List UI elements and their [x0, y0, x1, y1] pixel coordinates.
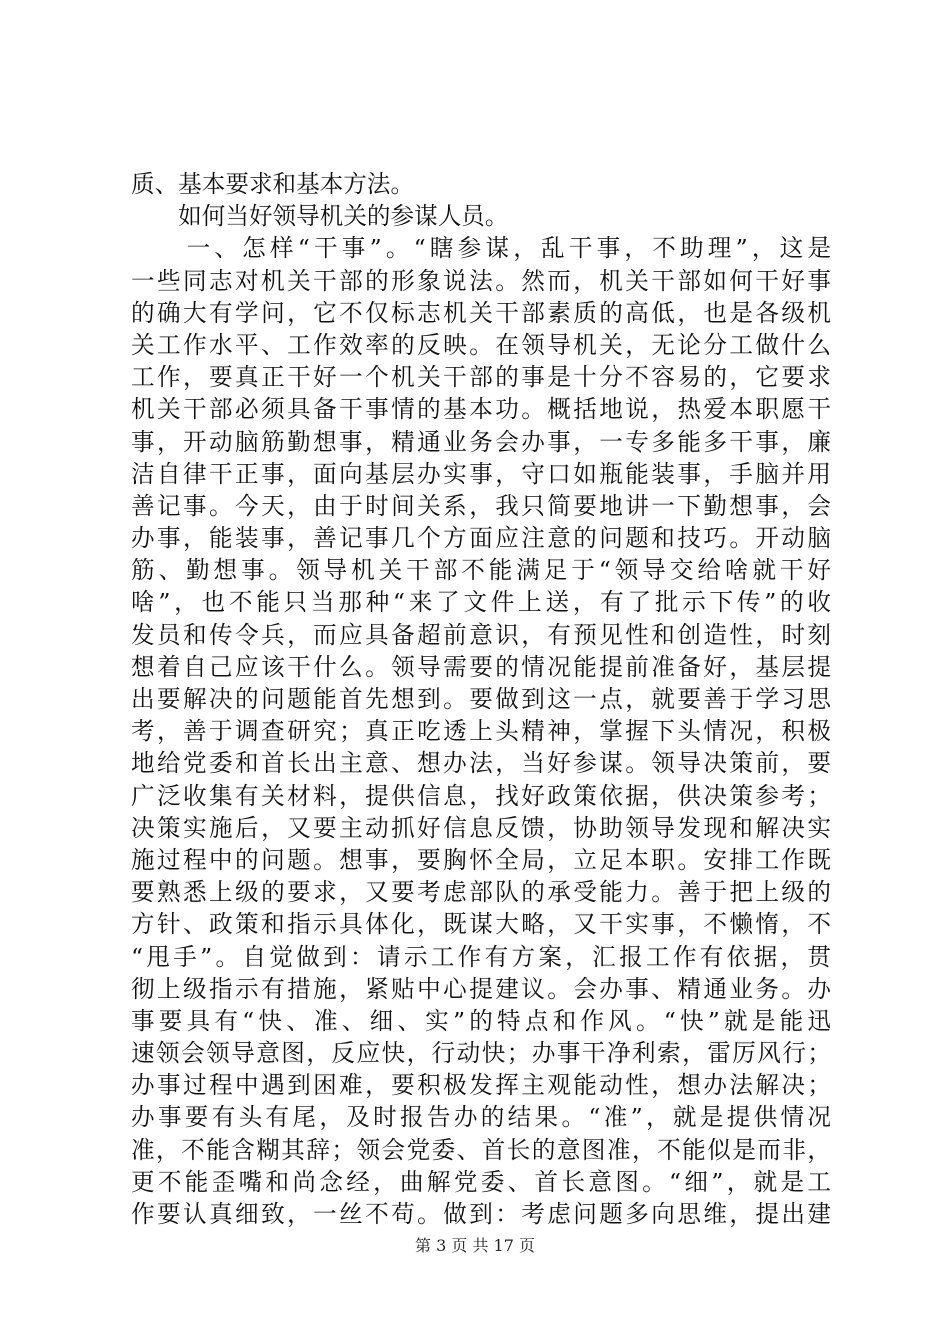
- text-line: “甩手”。自觉做到：请示工作有方案，汇报工作有依据，贯: [131, 942, 831, 971]
- text-line: 方针、政策和指示具体化，既谋大略，又干实事，不懒惰，不: [131, 910, 831, 939]
- text-line: 彻上级指示有措施，紧贴中心提建议。会办事、精通业务。办: [131, 974, 831, 1003]
- text-line: 机关干部必须具备干事情的基本功。概括地说，热爱本职愿干: [131, 395, 831, 424]
- text-line: 要熟悉上级的要求，又要考虑部队的承受能力。善于把上级的: [131, 878, 831, 907]
- text-line: 想着自己应该干什么。领导需要的情况能提前准备好，基层提: [131, 652, 831, 681]
- page-number-label: 第 3 页 共 17 页: [415, 1236, 535, 1255]
- text-line: 质、基本要求和基本方法。: [131, 170, 415, 198]
- text-line: 考，善于调查研究；真正吃透上头精神，掌握下头情况，积极: [131, 717, 831, 746]
- text-line: 筋、勤想事。领导机关干部不能满足于“领导交给啥就干好: [131, 556, 831, 585]
- text-line: 决策实施后，又要主动抓好信息反馈，协助领导发现和解决实: [131, 813, 831, 842]
- text-line: 作要认真细致，一丝不苟。做到：考虑问题多向思维，提出建: [131, 1200, 831, 1228]
- text-line: 施过程中的问题。想事，要胸怀全局，立足本职。安排工作既: [131, 845, 831, 874]
- text-line: 洁自律干正事，面向基层办实事，守口如瓶能装事，手脑并用: [131, 459, 831, 488]
- text-line: 办事过程中遇到困难，要积极发挥主观能动性，想办法解决；: [131, 1071, 831, 1100]
- text-line: 发员和传令兵，而应具备超前意识，有预见性和创造性，时刻: [131, 620, 831, 649]
- text-line: 办事要有头有尾，及时报告办的结果。“准”，就是提供情况: [131, 1103, 831, 1132]
- text-line: 事要具有“快、准、细、实”的特点和作风。“快”就是能迅: [131, 1006, 831, 1035]
- text-line: 一些同志对机关干部的形象说法。然而，机关干部如何干好事: [131, 266, 831, 295]
- text-line: 工作，要真正干好一个机关干部的事是十分不容易的，它要求: [131, 363, 831, 392]
- text-line: 善记事。今天，由于时间关系，我只简要地讲一下勤想事，会: [131, 491, 831, 520]
- text-line: 如何当好领导机关的参谋人员。: [131, 202, 509, 231]
- text-line: 啥”，也不能只当那种“来了文件上送，有了批示下传”的收: [131, 588, 831, 617]
- page-footer: [0, 1236, 950, 1256]
- text-line: 准，不能含糊其辞；领会党委、首长的意图准，不能似是而非，: [131, 1135, 831, 1164]
- text-line: 事，开动脑筋勤想事，精通业务会办事，一专多能多干事，廉: [131, 427, 831, 456]
- text-line: 速领会领导意图，反应快，行动快；办事干净利索，雷厉风行；: [131, 1039, 831, 1068]
- text-line: 一、怎样“干事”。“瞎参谋，乱干事，不助理”，这是: [131, 234, 831, 263]
- text-line: 更不能歪嘴和尚念经，曲解党委、首长意图。“细”，就是工: [131, 1167, 831, 1196]
- text-line: 出要解决的问题能首先想到。要做到这一点，就要善于学习思: [131, 685, 831, 713]
- text-line: 广泛收集有关材料，提供信息，找好政策依据，供决策参考；: [131, 781, 831, 810]
- text-line: 关工作水平、工作效率的反映。在领导机关，无论分工做什么: [131, 330, 831, 359]
- text-line: 地给党委和首长出主意、想办法，当好参谋。领导决策前，要: [131, 749, 831, 778]
- text-line: 办事，能装事，善记事几个方面应注意的问题和技巧。开动脑: [131, 524, 831, 553]
- text-line: 的确大有学问，它不仅标志机关干部素质的高低，也是各级机: [131, 298, 831, 327]
- document-body: [131, 168, 831, 1230]
